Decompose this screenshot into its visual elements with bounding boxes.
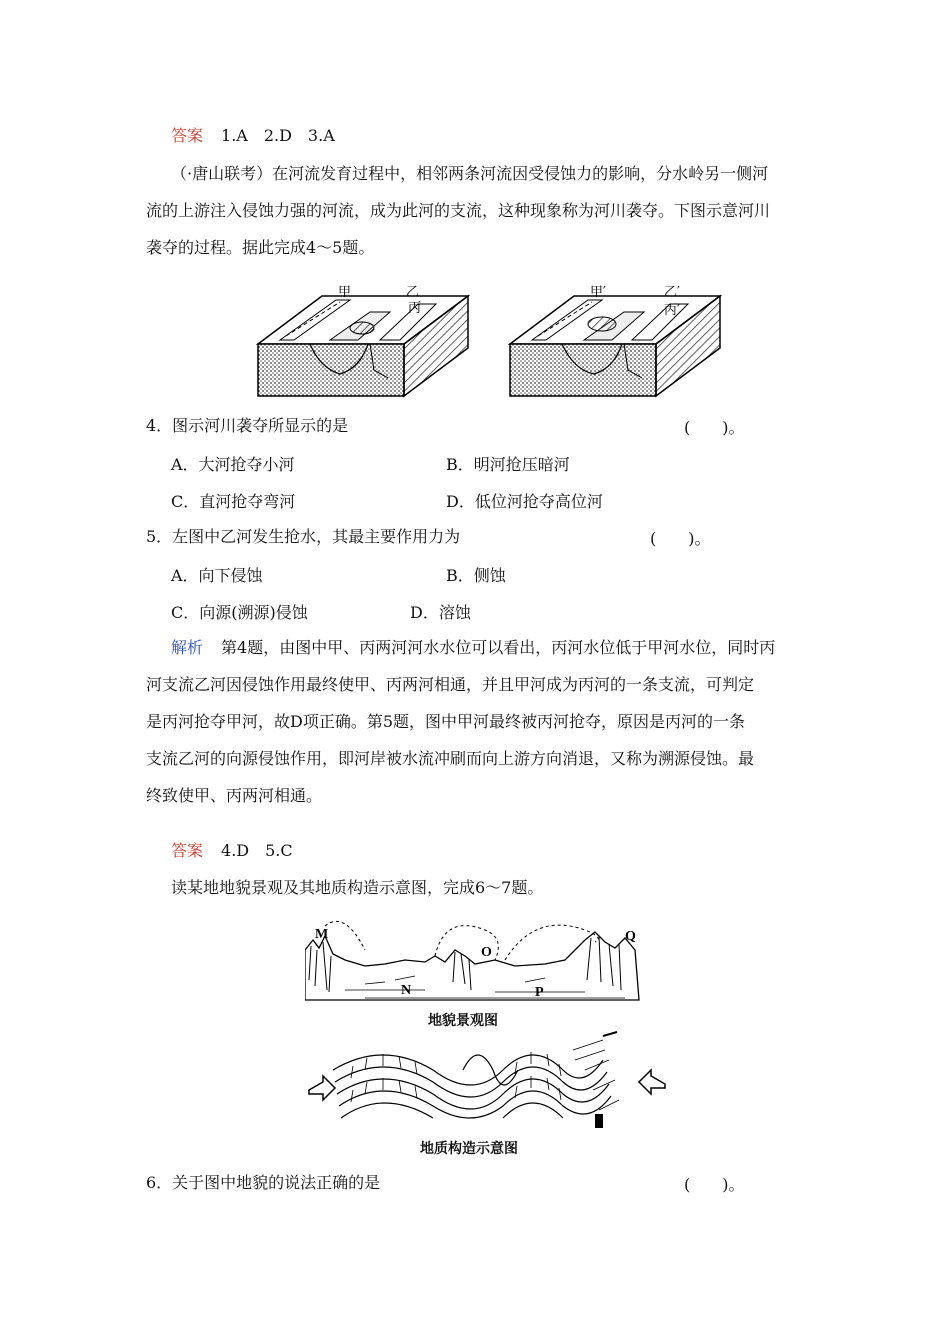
intro2-line: 读某地地貌景观及其地质构造示意图，完成6～7题。 bbox=[171, 878, 544, 897]
analysis-text-1: 第4题，由图中甲、丙两河河水水位可以看出，丙河水位低于甲河水位，同时丙 bbox=[221, 638, 776, 657]
q4-stem: 4．图示河川袭夺所显示的是 bbox=[146, 416, 349, 435]
analysis-line-2: 河支流乙河因侵蚀作用最终使甲、丙两河相通，并且甲河成为丙河的一条支流，可判定 bbox=[146, 675, 755, 694]
q5-option-d: D．溶蚀 bbox=[410, 603, 471, 622]
answer-line-1 bbox=[171, 125, 335, 147]
label-p: P bbox=[535, 985, 544, 1000]
landscape-caption: 地貌景观图 bbox=[428, 1013, 498, 1029]
intro-line-1: （·唐山联考）在河流发育过程中，相邻两条河流因受侵蚀力的影响，分水岭另一侧河 bbox=[171, 164, 769, 183]
q4-option-a: A．大河抢夺小河 bbox=[171, 455, 295, 474]
answer-text-2: 4.D 5.C bbox=[221, 841, 293, 860]
label-jia-right: 甲′ bbox=[590, 285, 606, 300]
label-yi-left: 乙 bbox=[406, 285, 420, 300]
landscape-figure bbox=[305, 920, 645, 1005]
q4-answer-blank: ( )。 bbox=[684, 418, 745, 437]
analysis-line-1 bbox=[171, 637, 775, 659]
q5-option-b: B．侧蚀 bbox=[446, 566, 506, 585]
right-block-diagram bbox=[510, 296, 720, 396]
left-block-diagram bbox=[258, 296, 468, 396]
label-n: N bbox=[401, 983, 412, 998]
answer-line-2 bbox=[171, 840, 293, 862]
analysis-tag: 解析 bbox=[171, 638, 204, 657]
label-bing-left: 丙 bbox=[408, 301, 422, 316]
label-q: Q bbox=[625, 929, 636, 944]
intro-line-2: 流的上游注入侵蚀力强的河流，成为此河的支流，这种现象称为河川袭夺。下图示意河川 bbox=[146, 201, 771, 220]
answer-tag: 答案 bbox=[171, 126, 204, 145]
analysis-line-5: 终致使甲、丙两河相通。 bbox=[146, 786, 323, 805]
intro-line-3: 袭夺的过程。据此完成4～5题。 bbox=[146, 238, 375, 257]
label-yi-right: 乙′ bbox=[664, 285, 680, 300]
geologic-caption: 地质构造示意图 bbox=[420, 1141, 518, 1157]
q4-option-b: B．明河抢压暗河 bbox=[446, 455, 570, 474]
answer-tag-2: 答案 bbox=[171, 841, 204, 860]
q5-answer-blank: ( )。 bbox=[650, 529, 711, 548]
answer-text: 1.A 2.D 3.A bbox=[221, 126, 335, 145]
label-o: O bbox=[481, 945, 492, 960]
label-m: M bbox=[315, 927, 329, 942]
q4-option-d: D．低位河抢夺高位河 bbox=[446, 492, 603, 511]
label-bing-right: 丙′ bbox=[664, 303, 680, 318]
q4-option-c: C．直河抢夺弯河 bbox=[171, 492, 296, 511]
q6-answer-blank: ( )。 bbox=[684, 1175, 745, 1194]
q6-stem: 6．关于图中地貌的说法正确的是 bbox=[146, 1173, 381, 1192]
geologic-structure-figure bbox=[303, 1030, 673, 1135]
analysis-line-3: 是丙河抢夺甲河，故D项正确。第5题，图中甲河最终被丙河抢夺，原因是丙河的一条 bbox=[146, 712, 746, 731]
label-jia-left: 甲 bbox=[338, 285, 352, 300]
river-capture-figure bbox=[250, 282, 730, 402]
q5-option-a: A．向下侵蚀 bbox=[171, 566, 263, 585]
analysis-line-4: 支流乙河的向源侵蚀作用，即河岸被水流冲刷而向上游方向消退，又称为溯源侵蚀。最 bbox=[146, 749, 755, 768]
q5-option-c: C．向源(溯源)侵蚀 bbox=[171, 603, 308, 622]
q5-stem: 5．左图中乙河发生抢水，其最主要作用力为 bbox=[146, 527, 461, 546]
